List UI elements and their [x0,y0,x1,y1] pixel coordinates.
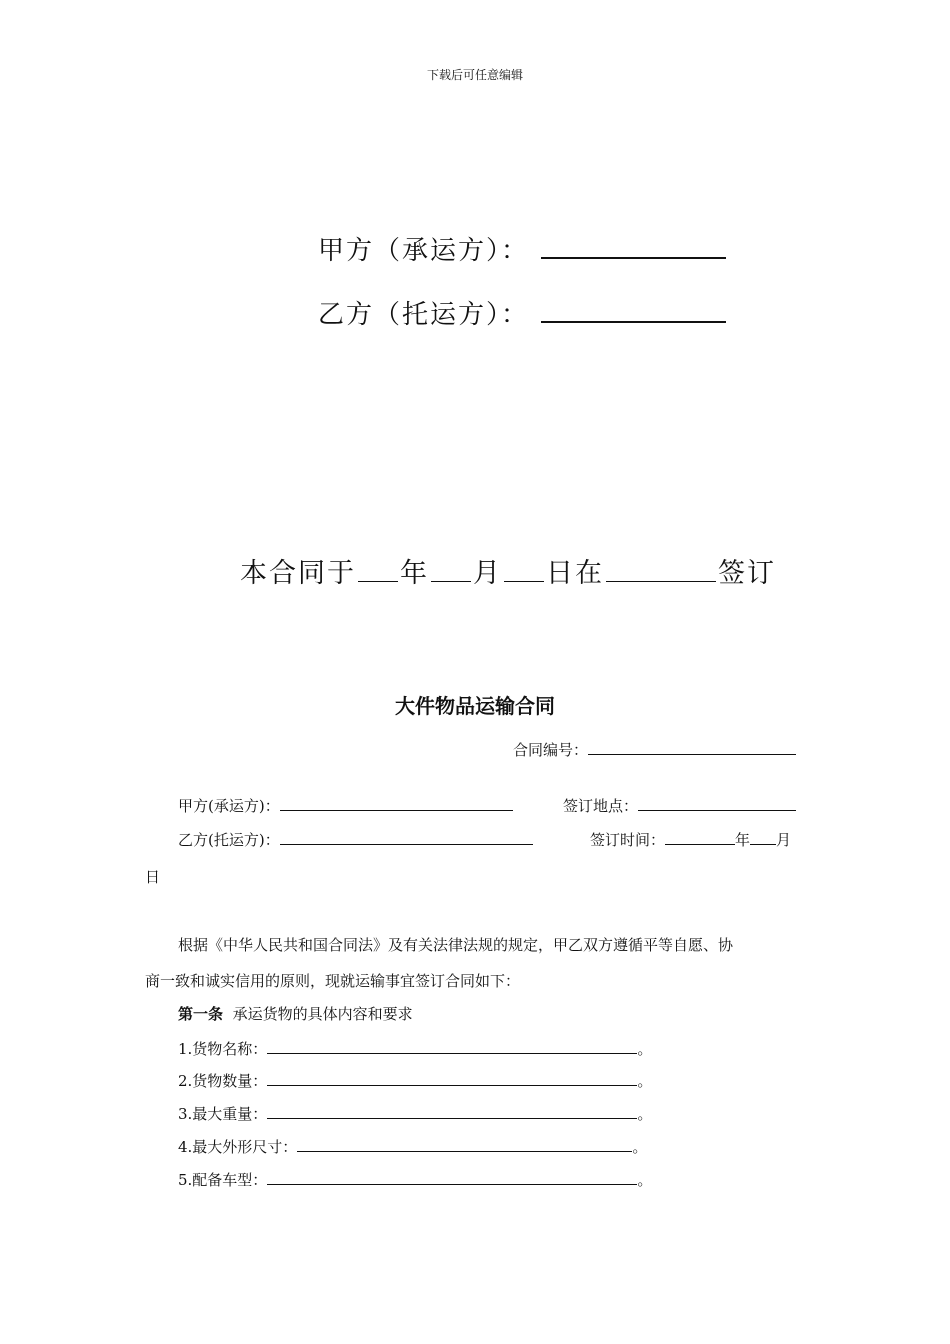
item-blank[interactable] [267,1070,637,1086]
item-max-weight [178,1103,652,1124]
contract-number [513,739,796,760]
sign-time-month-label: 月 [776,831,792,849]
intro-line-2: 商一致和诚实信用的原则，现就运输事宜签订合同如下： [145,972,521,990]
item-label: 1.货物名称： [178,1040,268,1058]
sign-day-blank[interactable] [504,554,544,582]
cover-sign-line [240,551,776,590]
sign-place-label: 签订地点： [563,797,639,815]
cover-party-a-blank[interactable] [541,231,726,259]
item-label: 2.货物数量： [178,1072,268,1090]
page-header: 下载后可任意编辑 [426,68,523,82]
cover-party-a [318,230,726,267]
item-end: 。 [637,1040,653,1058]
sign-place-field[interactable] [638,795,796,811]
item-blank[interactable] [267,1169,637,1185]
item-blank[interactable] [267,1038,637,1054]
document-title: 大件物品运输合同 [395,694,555,718]
item-blank[interactable] [267,1103,637,1119]
intro-line-1: 根据《中华人民共和国合同法》及有关法律法规的规定，甲乙双方遵循平等自愿、协 [178,936,734,954]
sign-time-year-label: 年 [735,831,751,849]
cover-party-a-label: 甲方（承运方）： [318,236,530,266]
party-a-label: 甲方(承运方)： [178,797,280,815]
sign-suffix: 签订 [718,558,776,589]
cover-party-b-blank[interactable] [541,295,726,323]
sign-place-blank[interactable] [606,554,716,582]
item-end: 。 [637,1072,653,1090]
contract-number-blank[interactable] [588,739,796,755]
party-b-blank[interactable] [280,829,533,845]
sign-time-label: 签订时间： [590,831,666,849]
item-end: 。 [637,1105,653,1123]
item-vehicle-type [178,1169,652,1190]
item-end: 。 [632,1138,648,1156]
sign-place-row [563,795,796,816]
item-end: 。 [637,1171,653,1189]
sign-day-at-label: 日在 [546,558,604,589]
contract-number-label: 合同编号： [513,741,589,759]
item-label: 5.配备车型： [178,1171,268,1189]
sign-year-label: 年 [400,558,429,589]
item-goods-name [178,1038,652,1059]
cover-party-b-label: 乙方（托运方）： [318,300,530,330]
party-b-label: 乙方(托运方)： [178,831,280,849]
sign-month-label: 月 [473,558,502,589]
item-label: 3.最大重量： [178,1105,268,1123]
item-goods-quantity [178,1070,652,1091]
item-blank[interactable] [297,1136,632,1152]
sign-time-day-label: 日 [145,868,161,886]
sign-time-year-blank[interactable] [665,829,735,845]
article-1-title: 承运货物的具体内容和要求 [232,1005,413,1023]
sign-time-row [590,829,791,850]
article-1-heading [178,1003,413,1024]
sign-year-blank[interactable] [358,554,398,582]
article-1-number: 第一条 [178,1005,224,1023]
sign-time-month-blank[interactable] [750,829,776,845]
cover-party-b [318,294,726,331]
party-a-blank[interactable] [280,795,513,811]
sign-month-blank[interactable] [431,554,471,582]
item-label: 4.最大外形尺寸： [178,1138,298,1156]
sign-prefix: 本合同于 [240,558,356,589]
party-b-row [178,829,533,850]
party-a-row [178,795,513,816]
item-max-dimensions [178,1136,647,1157]
